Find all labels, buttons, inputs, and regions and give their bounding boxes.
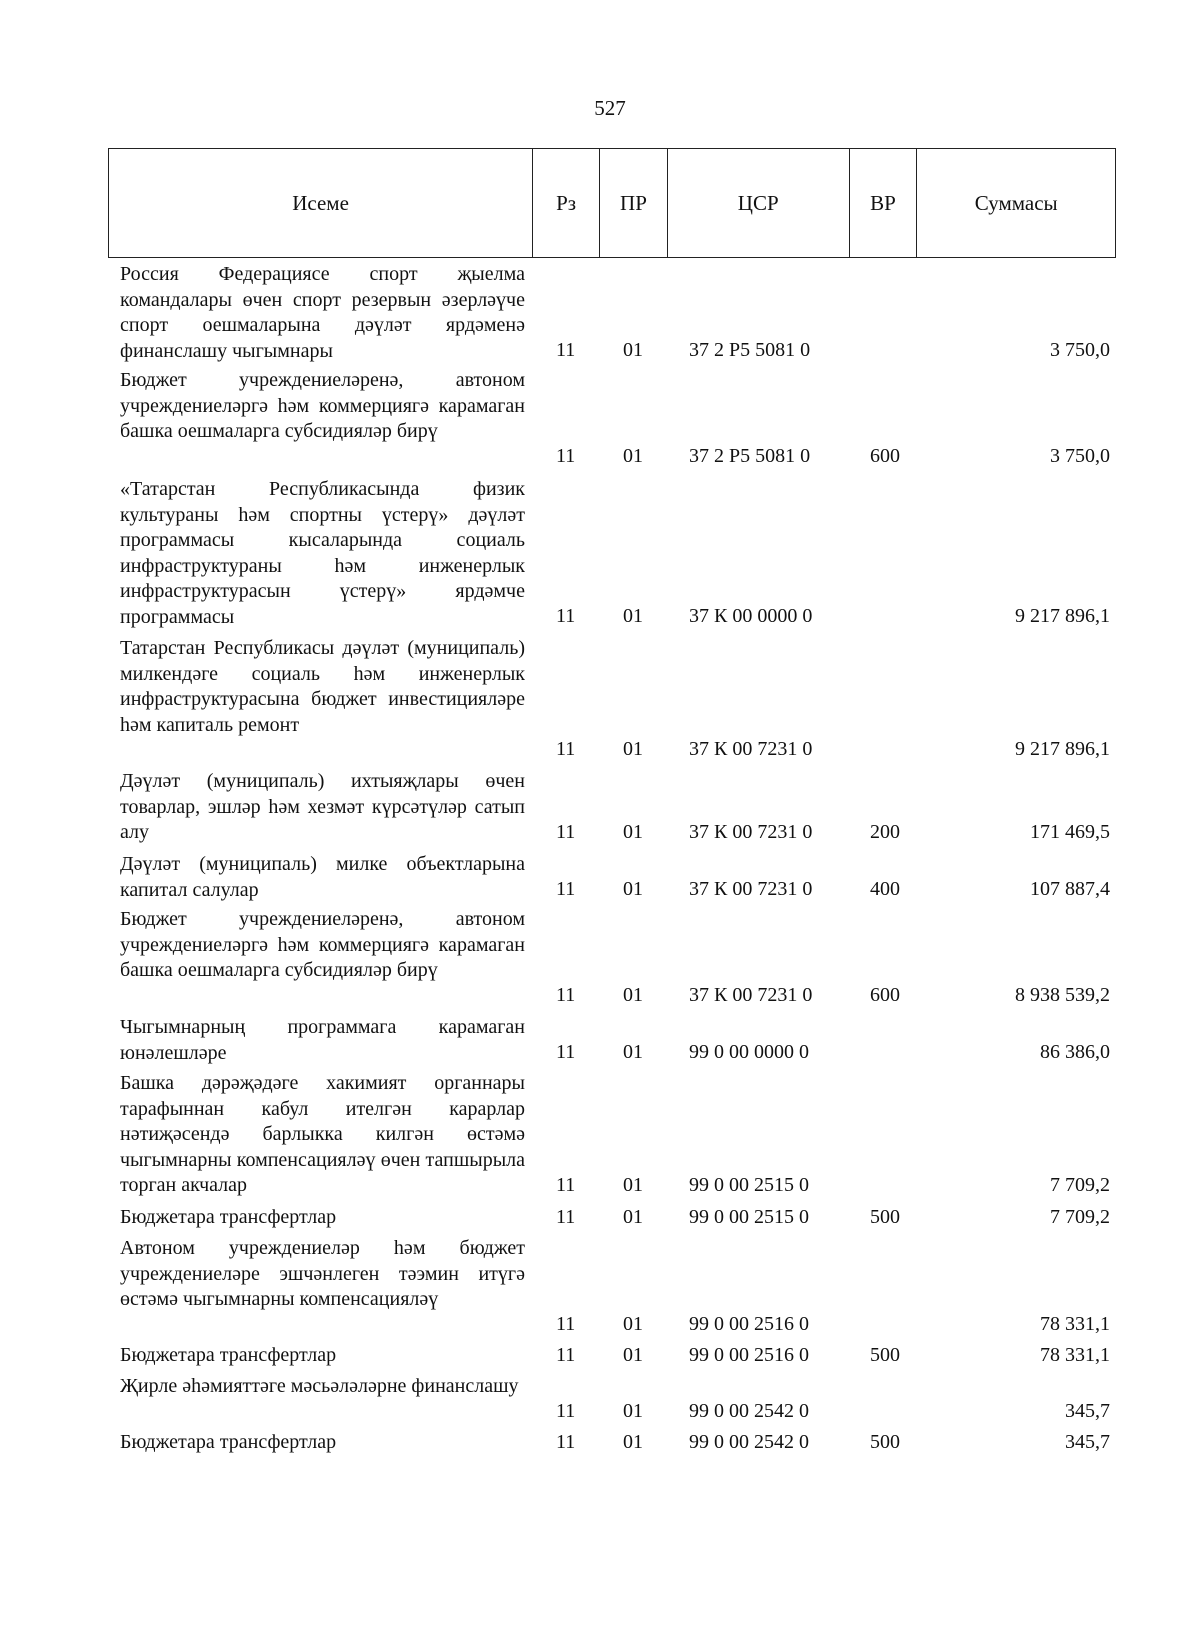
row-name: Башка дәрәҗәдәге хакимият органнары тарафыннан кабул ителгән карарлар нәтиҗәсендә барлыкка килгән өстәмә чыгымнарны компенсацияләү өчен тапшырыла торган акчалар xyxy=(120,1072,525,1196)
row-name: Бюджетара трансфертлар xyxy=(120,1431,337,1453)
row-csr: 99 0 00 2542 0 xyxy=(689,1431,809,1453)
row-rz: 11 xyxy=(556,1174,576,1196)
row-sum: 7 709,2 xyxy=(1050,1206,1110,1228)
row-pr: 01 xyxy=(623,1313,643,1335)
row-csr: 99 0 00 2515 0 xyxy=(689,1174,809,1196)
row-pr: 01 xyxy=(623,445,643,467)
row-rz: 11 xyxy=(556,738,576,760)
row-name: Чыгымнарның программага карамаган юнәлешләре xyxy=(120,1016,525,1064)
row-rz: 11 xyxy=(556,1344,576,1366)
row-csr: 99 0 00 0000 0 xyxy=(689,1041,809,1063)
row-csr: 37 К 00 7231 0 xyxy=(689,738,813,760)
row-sum: 345,7 xyxy=(1065,1400,1110,1422)
row-rz: 11 xyxy=(556,445,576,467)
row-name: Бюджетара трансфертлар xyxy=(120,1206,337,1228)
page-number: 527 xyxy=(594,96,626,120)
row-sum: 9 217 896,1 xyxy=(1015,738,1110,760)
row-rz: 11 xyxy=(556,821,576,843)
row-csr: 99 0 00 2515 0 xyxy=(689,1206,809,1228)
row-csr: 37 К 00 7231 0 xyxy=(689,821,813,843)
row-rz: 11 xyxy=(556,1431,576,1453)
row-name: Татарстан Республикасы дәүләт (муниципаль) милкендәге социаль һәм инженерлык инфраструктурасына бюджет инвестицияләре һәм капиталь ремонт xyxy=(120,637,525,736)
row-vr: 400 xyxy=(870,878,900,900)
row-pr: 01 xyxy=(623,1174,643,1196)
row-rz: 11 xyxy=(556,1206,576,1228)
row-name: Дәүләт (муниципаль) ихтыяҗлары өчен товарлар, эшләр һәм хезмәт күрсәтүләр сатып алу xyxy=(120,770,525,843)
row-pr: 01 xyxy=(623,339,643,361)
header-pr: ПР xyxy=(600,149,668,257)
row-vr: 600 xyxy=(870,984,900,1006)
row-csr: 99 0 00 2542 0 xyxy=(689,1400,809,1422)
row-vr: 500 xyxy=(870,1431,900,1453)
row-name: «Татарстан Республикасында физик культураны һәм спортны үстерү» дәүләт программасы кысаларында социаль инфраструктураны һәм инженерлык инфраструктурасын үстерү» ярдәмче программасы xyxy=(120,478,525,628)
header-vr: ВР xyxy=(850,149,918,257)
header-rz: Рз xyxy=(533,149,600,257)
row-pr: 01 xyxy=(623,821,643,843)
row-vr: 500 xyxy=(870,1344,900,1366)
row-pr: 01 xyxy=(623,1400,643,1422)
row-csr: 37 К 00 7231 0 xyxy=(689,984,813,1006)
row-name: Җирле әһәмияттәге мәсьәләләрне финанслашу xyxy=(120,1375,519,1397)
row-rz: 11 xyxy=(556,1041,576,1063)
row-sum: 78 331,1 xyxy=(1040,1344,1110,1366)
row-name: Автоном учреждениеләр һәм бюджет учреждениеләре эшчәнлеген тәэмин итүгә өстәмә чыгымнарны компенсацияләү xyxy=(120,1237,525,1310)
row-rz: 11 xyxy=(556,1400,576,1422)
row-name: Бюджет учреждениеләренә, автоном учреждениеләргә һәм коммерциягә карамаган башка оешмаларга субсидияләр бирү xyxy=(120,908,525,981)
row-sum: 78 331,1 xyxy=(1040,1313,1110,1335)
header-name: Исеме xyxy=(109,149,533,257)
row-name: Россия Федерациясе спорт җыелма командалары өчен спорт резервын әзерләүче спорт оешмаларына дәүләт ярдәменә финанслашу чыгымнары xyxy=(120,263,525,362)
row-sum: 171 469,5 xyxy=(1030,821,1110,843)
row-pr: 01 xyxy=(623,984,643,1006)
row-rz: 11 xyxy=(556,878,576,900)
row-sum: 7 709,2 xyxy=(1050,1174,1110,1196)
row-pr: 01 xyxy=(623,605,643,627)
row-rz: 11 xyxy=(556,984,576,1006)
row-csr: 37 К 00 0000 0 xyxy=(689,605,813,627)
row-sum: 345,7 xyxy=(1065,1431,1110,1453)
row-csr: 37 2 P5 5081 0 xyxy=(689,445,811,467)
row-vr: 500 xyxy=(870,1206,900,1228)
row-pr: 01 xyxy=(623,1206,643,1228)
row-rz: 11 xyxy=(556,1313,576,1335)
row-pr: 01 xyxy=(623,878,643,900)
row-pr: 01 xyxy=(623,1344,643,1366)
row-sum: 86 386,0 xyxy=(1040,1041,1110,1063)
row-rz: 11 xyxy=(556,605,576,627)
header-csr: ЦСР xyxy=(668,149,850,257)
row-sum: 8 938 539,2 xyxy=(1015,984,1110,1006)
row-csr: 99 0 00 2516 0 xyxy=(689,1344,809,1366)
row-vr: 200 xyxy=(870,821,900,843)
row-sum: 3 750,0 xyxy=(1050,445,1110,467)
row-name: Бюджетара трансфертлар xyxy=(120,1344,337,1366)
row-sum: 3 750,0 xyxy=(1050,339,1110,361)
row-csr: 99 0 00 2516 0 xyxy=(689,1313,809,1335)
table-header xyxy=(108,148,1116,258)
row-pr: 01 xyxy=(623,1431,643,1453)
header-sum: Суммасы xyxy=(974,190,1058,215)
row-pr: 01 xyxy=(623,1041,643,1063)
row-name: Дәүләт (муниципаль) милке объектларына капитал салулар xyxy=(120,853,525,901)
row-sum: 107 887,4 xyxy=(1030,878,1110,900)
row-name: Бюджет учреждениеләренә, автоном учреждениеләргә һәм коммерциягә карамаган башка оешмаларга субсидияләр бирү xyxy=(120,369,525,442)
row-pr: 01 xyxy=(623,738,643,760)
row-vr: 600 xyxy=(870,445,900,467)
row-sum: 9 217 896,1 xyxy=(1015,605,1110,627)
row-csr: 37 2 P5 5081 0 xyxy=(689,339,811,361)
row-rz: 11 xyxy=(556,339,576,361)
row-csr: 37 К 00 7231 0 xyxy=(689,878,813,900)
